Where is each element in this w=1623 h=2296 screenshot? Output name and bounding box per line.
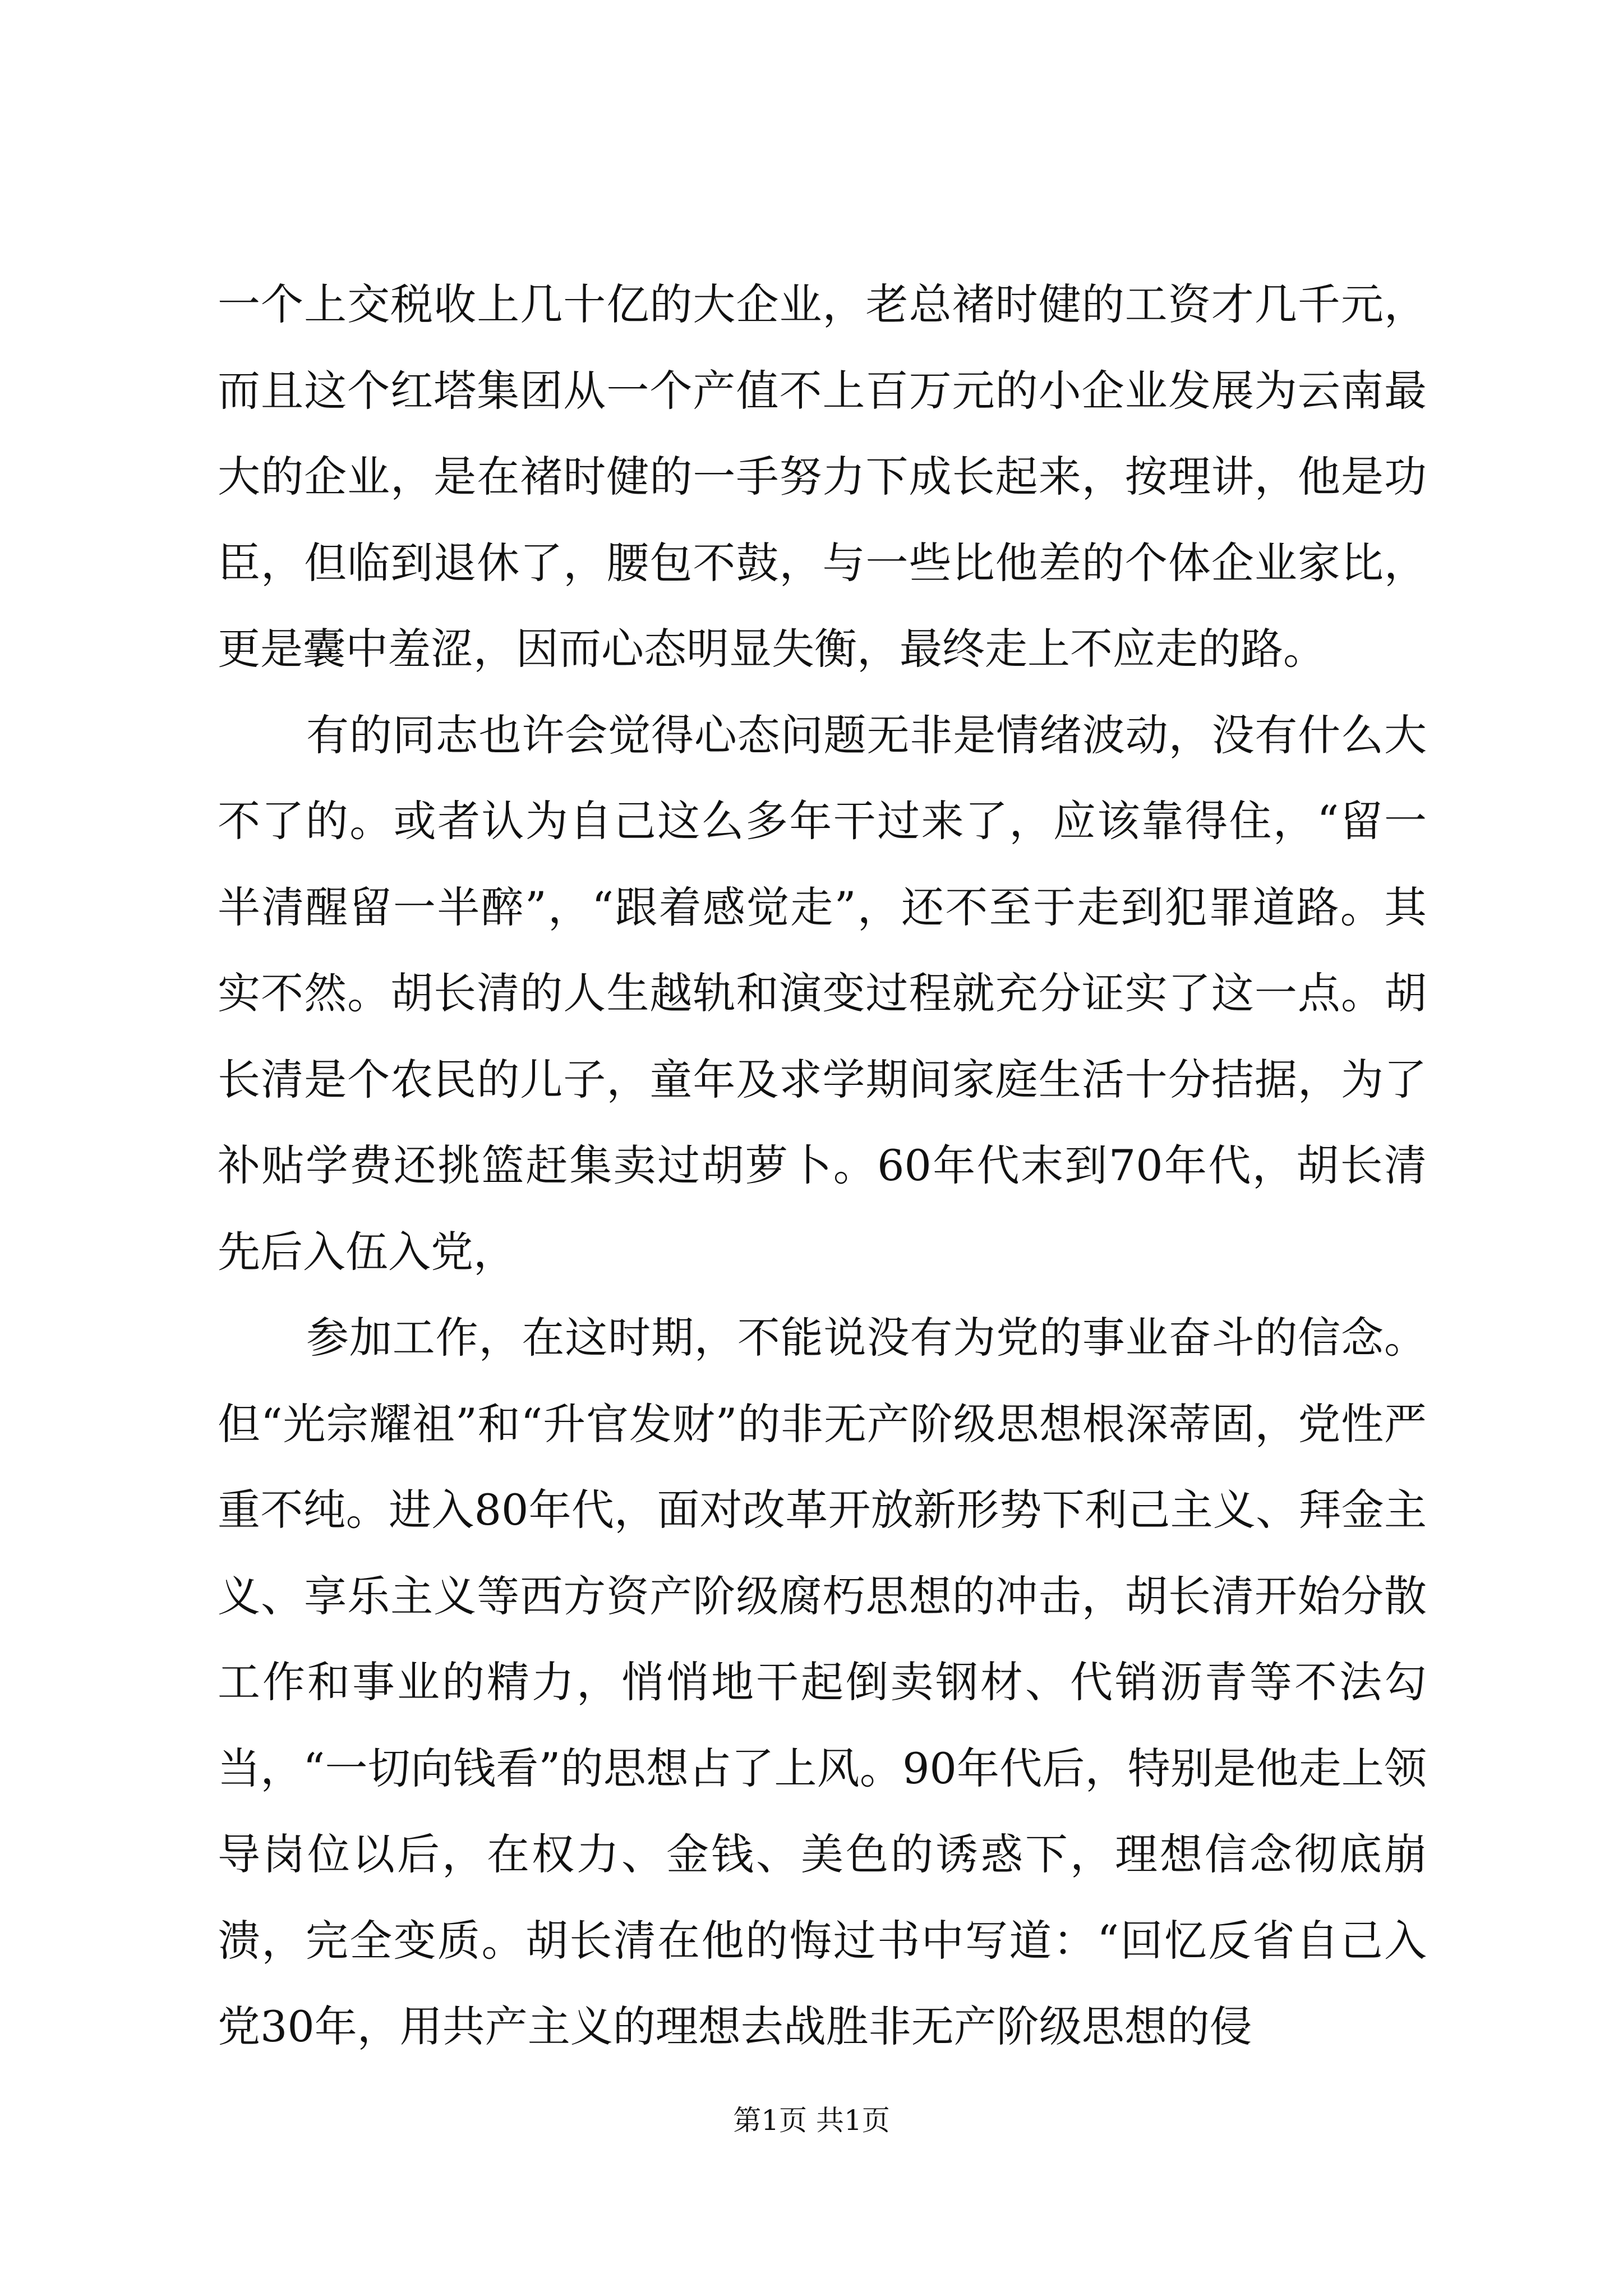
paragraph-2: 有的同志也许会觉得心态问题无非是情绪波动，没有什么大不了的。或者认为自己这么多年干过来了，应该靠得住，“留一半清醒留一半醉”，“跟着感觉走”，还不至于走到犯罪道路。其实不然。胡长清的人生越轨和演变过程就充分证实了这一点。胡长清是个农民的儿子，童年及求学期间家庭生活十分拮据，为了补贴学费还挑篮赶集卖过胡萝卜。60年代末到70年代，胡长清先后入伍入党， <box>218 710 1427 1277</box>
document-body <box>218 261 1427 2070</box>
paragraph-1: 一个上交税收上几十亿的大企业，老总褚时健的工资才几千元，而且这个红塔集团从一个产值不上百万元的小企业发展为云南最大的企业，是在褚时健的一手努力下成长起来，按理讲，他是功臣，但临到退休了，腰包不鼓，与一些比他差的个体企业家比，更是囊中羞涩，因而心态明显失衡，最终走上不应走的路。 <box>218 279 1427 674</box>
paragraph-3: 参加工作，在这时期，不能说没有为党的事业奋斗的信念。但“光宗耀祖”和“升官发财”的非无产阶级思想根深蒂固，党性严重不纯。进入80年代，面对改革开放新形势下利己主义、拜金主义、享乐主义等西方资产阶级腐朽思想的冲击，胡长清开始分散工作和事业的精力，悄悄地干起倒卖钢材、代销沥青等不法勾当，“一切向钱看”的思想占了上风。90年代后，特别是他走上领导岗位以后，在权力、金钱、美色的诱惑下，理想信念彻底崩溃，完全变质。胡长清在他的悔过书中写道：“回忆反省自己入党30年，用共产主义的理想去战胜非无产阶级思想的侵 <box>218 1313 1427 2051</box>
page-footer: 第1页 共1页 <box>733 2104 890 2137</box>
